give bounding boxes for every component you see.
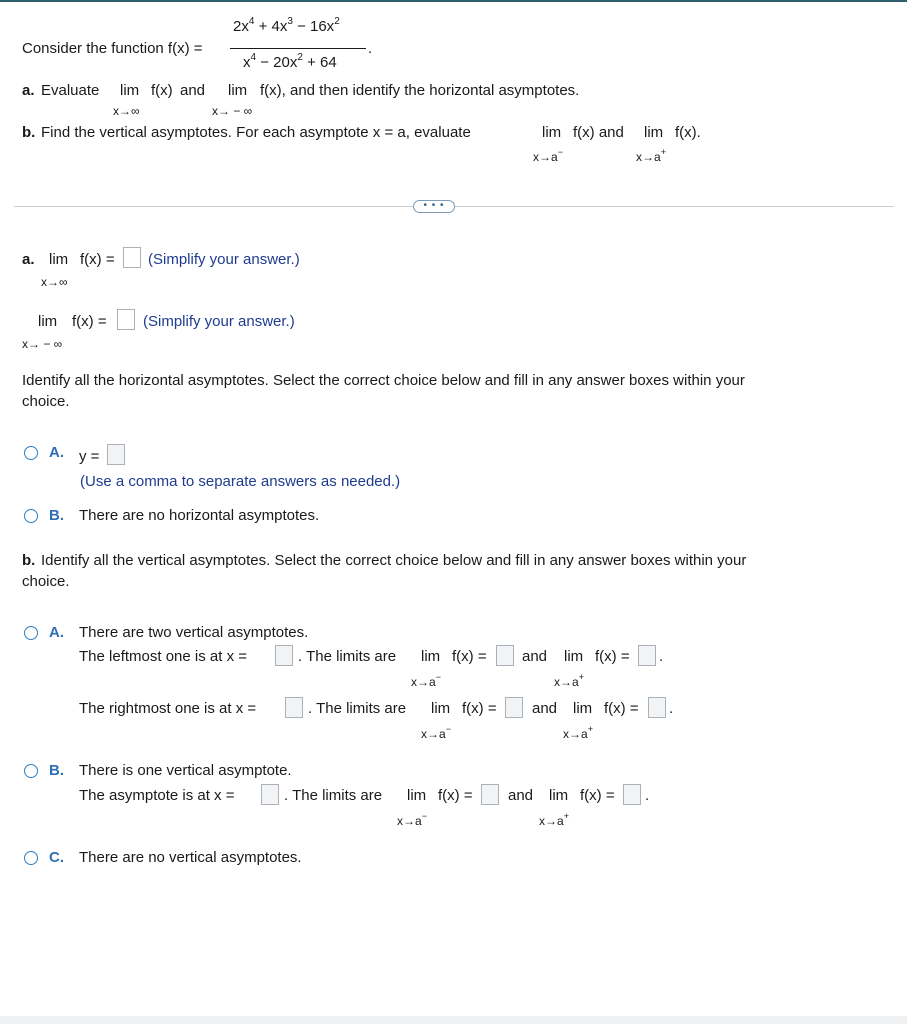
rightmost-period: . [669, 700, 674, 717]
vertical-choice-b-line1: There is one vertical asymptote. [79, 762, 292, 779]
answer-a-lim-neg: lim [38, 313, 58, 330]
part-b-text: Find the vertical asymptotes. For each asymptote x = a, evaluate [41, 124, 471, 141]
leftmost-lim-left-answer-box[interactable] [496, 645, 514, 666]
sub-x-to-a-plus: x→a+ [636, 147, 666, 164]
part-a-evaluate: Evaluate [41, 82, 100, 99]
part-b-fx-and: f(x) and [573, 124, 624, 141]
horizontal-choice-b-radio[interactable] [24, 509, 38, 523]
lim-left: lim [542, 124, 562, 141]
leftmost-fx-right: f(x) = [595, 648, 630, 665]
single-period: . [645, 787, 650, 804]
lim-pos-inf-answer-box[interactable] [123, 247, 141, 268]
lim-right: lim [644, 124, 664, 141]
fraction-denominator: $x^4 - 20x^2 + 64$ [243, 52, 337, 71]
identify-horizontal-prompt: Identify all the horizontal asymptotes. Select the correct choice below and fill in any answer boxes within your [22, 372, 745, 389]
vertical-choice-b-radio[interactable] [24, 764, 38, 778]
single-and: and [508, 787, 534, 804]
rightmost-label: The rightmost one is at x = [79, 700, 257, 717]
single-x-answer-box[interactable] [261, 784, 279, 805]
part-b-fx-end: f(x). [675, 124, 701, 141]
sub-x-to-a-minus: x→a− [533, 147, 563, 164]
vertical-choice-b-letter: B. [49, 762, 64, 779]
answer-a-fx-neg: f(x) = [72, 313, 107, 330]
top-border [0, 0, 907, 2]
vertical-choice-c-text: There are no vertical asymptotes. [79, 849, 302, 866]
lim-neg-inf: lim [228, 82, 248, 99]
expand-button[interactable]: • • • [413, 200, 455, 213]
single-sub-plus: x→a+ [539, 811, 569, 828]
leftmost-sub-plus: x→a+ [554, 672, 584, 689]
part-a-fx: f(x) [151, 82, 173, 99]
rightmost-x-answer-box[interactable] [285, 697, 303, 718]
leftmost-lim-left: lim [421, 648, 441, 665]
answer-a-label: a. [22, 251, 35, 268]
part-b-label: b. [22, 124, 36, 141]
single-limits-label: . The limits are [284, 787, 383, 804]
leftmost-x-answer-box[interactable] [275, 645, 293, 666]
fraction-numerator: $2x^4 + 4x^3 - 16x^2$ [233, 16, 340, 35]
horizontal-asymptote-answer-box[interactable] [107, 444, 125, 465]
horizontal-choice-a-letter: A. [49, 444, 64, 461]
part-a-label: a. [22, 82, 35, 99]
horizontal-choice-a-text: y = [79, 448, 100, 465]
identify-vertical-prompt: Identify all the vertical asymptotes. Select the correct choice below and fill in any answer boxes within your [41, 552, 747, 569]
single-lim-left-answer-box[interactable] [481, 784, 499, 805]
single-lim-right: lim [549, 787, 569, 804]
sub-x-to-neg-inf: x→ − ∞ [212, 104, 253, 118]
answer-a-lim-pos: lim [49, 251, 69, 268]
leftmost-sub-minus: x→a− [411, 672, 441, 689]
rightmost-lim-right: lim [573, 700, 593, 717]
fraction-bar [230, 48, 366, 49]
identify-vertical-prompt-2: choice. [22, 573, 70, 590]
fraction-period: . [368, 40, 373, 57]
part-a-text: f(x), and then identify the horizontal asymptotes. [260, 82, 580, 99]
leftmost-period: . [659, 648, 664, 665]
sub-x-to-inf: x→∞ [113, 104, 140, 118]
comma-hint: (Use a comma to separate answers as needed.) [80, 473, 401, 490]
answer-a-sub-neg: x→ − ∞ [22, 337, 63, 351]
rightmost-and: and [532, 700, 558, 717]
answer-a-sub-pos: x→∞ [41, 275, 68, 289]
rightmost-sub-minus: x→a− [421, 724, 451, 741]
single-lim-right-answer-box[interactable] [623, 784, 641, 805]
answer-a-fx-pos: f(x) = [80, 251, 115, 268]
single-lim-left: lim [407, 787, 427, 804]
part-a-and: and [180, 82, 206, 99]
vertical-choice-a-radio[interactable] [24, 626, 38, 640]
vertical-choice-a-line1: There are two vertical asymptotes. [79, 624, 309, 641]
leftmost-label: The leftmost one is at x = [79, 648, 247, 665]
rightmost-fx-right: f(x) = [604, 700, 639, 717]
leftmost-lim-right: lim [564, 648, 584, 665]
leftmost-and: and [522, 648, 548, 665]
lim-pos-inf: lim [120, 82, 140, 99]
rightmost-sub-plus: x→a+ [563, 724, 593, 741]
rightmost-lim-left-answer-box[interactable] [505, 697, 523, 718]
rightmost-fx-left: f(x) = [462, 700, 497, 717]
leftmost-limits-label: . The limits are [298, 648, 397, 665]
leftmost-lim-right-answer-box[interactable] [638, 645, 656, 666]
single-fx-left: f(x) = [438, 787, 473, 804]
rightmost-lim-right-answer-box[interactable] [648, 697, 666, 718]
horizontal-choice-a-radio[interactable] [24, 446, 38, 460]
horizontal-choice-b-letter: B. [49, 507, 64, 524]
vertical-choice-c-radio[interactable] [24, 851, 38, 865]
single-fx-right: f(x) = [580, 787, 615, 804]
rightmost-limits-label: . The limits are [308, 700, 407, 717]
vertical-choice-c-letter: C. [49, 849, 64, 866]
lim-neg-inf-answer-box[interactable] [117, 309, 135, 330]
answer-b-label: b. [22, 552, 36, 569]
function-intro: Consider the function f(x) = [22, 40, 203, 57]
single-sub-minus: x→a− [397, 811, 427, 828]
rightmost-lim-left: lim [431, 700, 451, 717]
bottom-bar [0, 1016, 907, 1024]
horizontal-choice-b-text: There are no horizontal asymptotes. [79, 507, 320, 524]
leftmost-fx-left: f(x) = [452, 648, 487, 665]
single-asymptote-label: The asymptote is at x = [79, 787, 235, 804]
vertical-choice-a-letter: A. [49, 624, 64, 641]
identify-horizontal-prompt-2: choice. [22, 393, 70, 410]
simplify-hint-neg: (Simplify your answer.) [143, 313, 295, 330]
simplify-hint-pos: (Simplify your answer.) [148, 251, 300, 268]
